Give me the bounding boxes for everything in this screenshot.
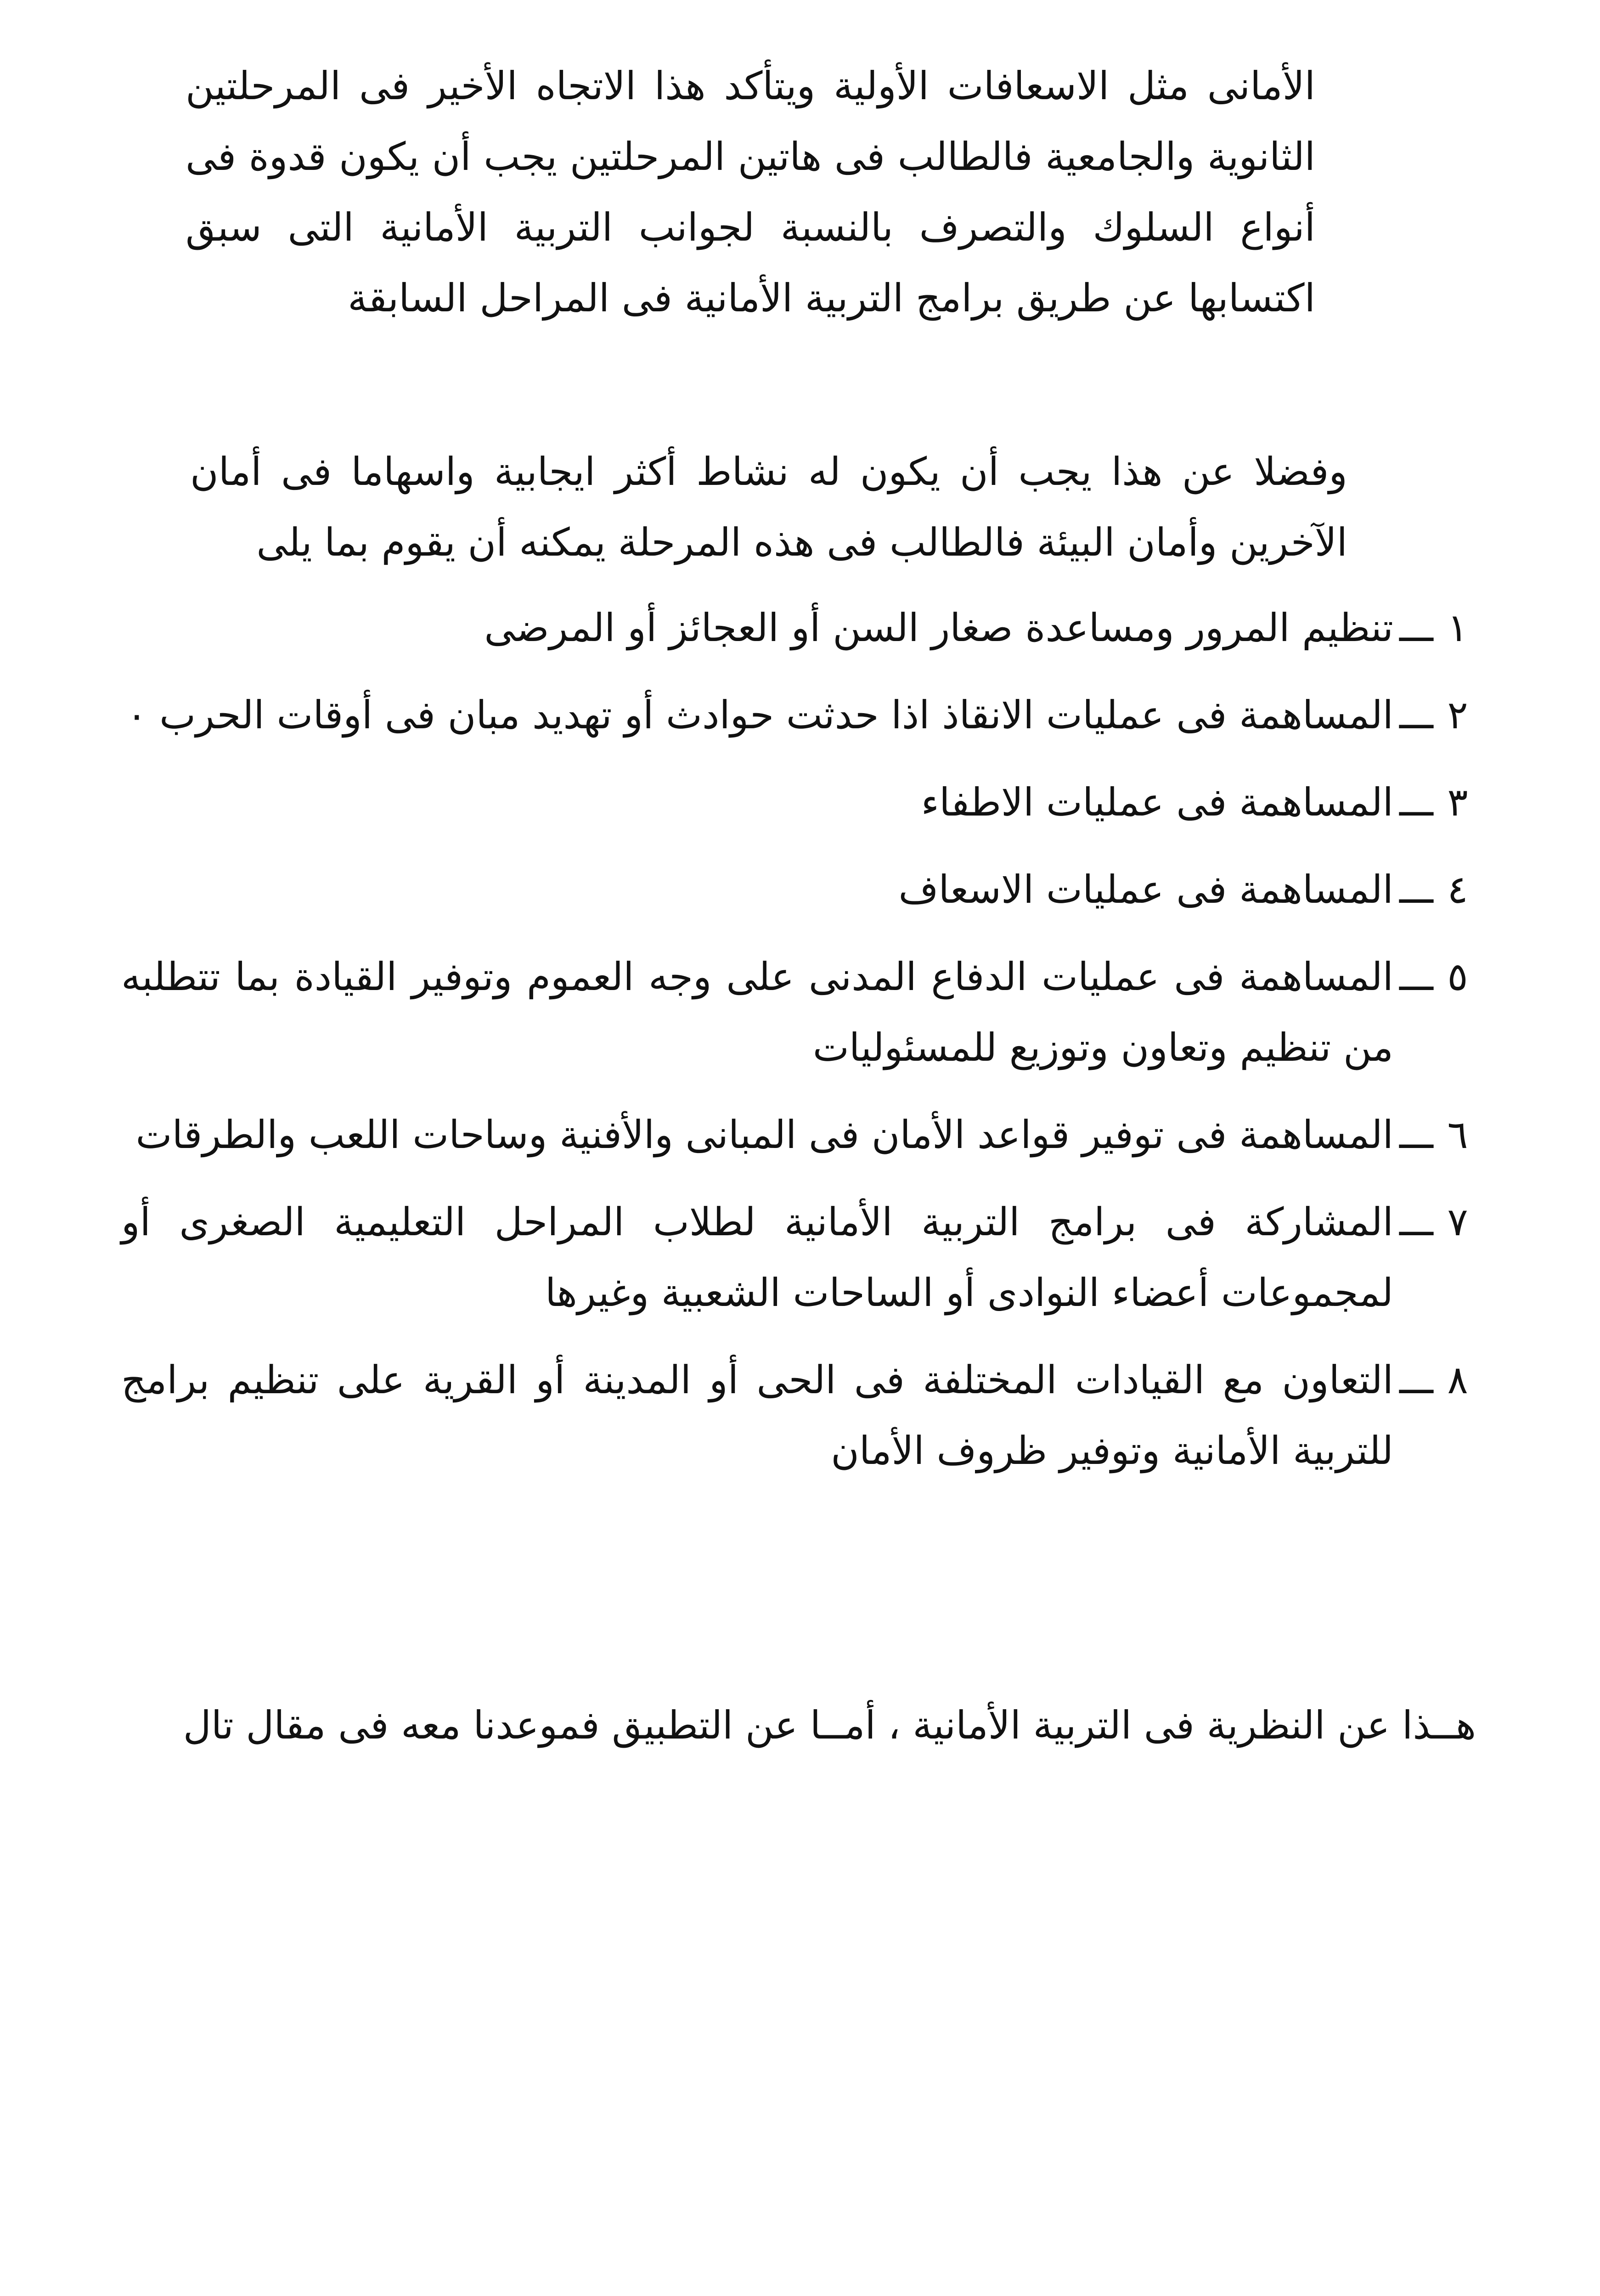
closing-paragraph [121, 1690, 1476, 1761]
list-item-dash: ـــ [1399, 954, 1433, 999]
list-item-number: ٥ [1447, 954, 1468, 999]
list-item-number: ٤ [1447, 867, 1468, 912]
intro-paragraph-text: الأمانى مثل الاسعافات الأولية ويتأكد هذا الاتجاه الأخير فى المرحلتين الثانوية والجامعية فالطالب فى هاتين المرحلتين يجب أن يكون قدوة فى أنواع السلوك والتصرف بالنسبة لجوانب التربية الأمانية التى سبق اكتسابها عن طريق برامج التربية الأمانية فى المراحل السابقة [186, 63, 1315, 321]
list-item-dash: ـــ [1399, 605, 1433, 650]
list-item [121, 854, 1476, 925]
list-item-text: تنظيم المرور ومساعدة صغار السن أو العجائز أو المرضى [484, 605, 1393, 650]
list-item-dash: ـــ [1399, 1357, 1433, 1402]
list-item-text: المساهمة فى عمليات الدفاع المدنى على وجه العموم وتوفير القيادة بما تتطلبه من تنظيم وتعاون وتوزيع للمسئوليات [121, 954, 1393, 1070]
list-item [121, 1345, 1476, 1486]
list-item-dash: ـــ [1399, 867, 1433, 912]
list-item-text: المشاركة فى برامج التربية الأمانية لطلاب المراحل التعليمية الصغرى أو لمجموعات أعضاء النوادى أو الساحات الشعبية وغيرها [121, 1199, 1393, 1315]
list-item [121, 1099, 1476, 1170]
list-item-text: المساهمة فى عمليات الاسعاف [898, 867, 1393, 912]
second-paragraph [190, 436, 1347, 578]
list-item-text: التعاون مع القيادات المختلفة فى الحى أو المدينة أو القرية على تنظيم برامج للتربية الأمانية وتوفير ظروف الأمان [121, 1357, 1393, 1473]
list-item-number: ٦ [1447, 1112, 1468, 1157]
list-item-number: ٣ [1447, 780, 1468, 825]
list-item-number: ٧ [1447, 1199, 1468, 1244]
second-paragraph-text: وفضلا عن هذا يجب أن يكون له نشاط أكثر ايجابية واسهاما فى أمان الآخرين وأمان البيئة فالطالب فى هذه المرحلة يمكنه أن يقوم بما يلى [190, 449, 1347, 565]
list-item-text: المساهمة فى عمليات الانقاذ اذا حدثت حوادث أو تهديد مبان فى أوقات الحرب ٠ [126, 692, 1393, 737]
intro-paragraph [186, 51, 1315, 333]
list-item [121, 680, 1476, 750]
list-item [121, 1187, 1476, 1328]
tasks-list [121, 592, 1476, 1503]
list-item-dash: ـــ [1399, 1199, 1433, 1244]
list-item [121, 941, 1476, 1083]
closing-paragraph-text: هــذا عن النظرية فى التربية الأمانية ، أمــا عن التطبيق فموعدنا معه فى مقال تال [183, 1703, 1476, 1748]
list-item-dash: ـــ [1399, 1112, 1433, 1157]
list-item-dash: ـــ [1399, 692, 1433, 737]
list-item [121, 767, 1476, 838]
list-item-dash: ـــ [1399, 780, 1433, 825]
list-item-number: ٢ [1447, 692, 1468, 737]
list-item-text: المساهمة فى عمليات الاطفاء [921, 780, 1393, 825]
list-item-text: المساهمة فى توفير قواعد الأمان فى المبانى والأفنية وساحات اللعب والطرقات [135, 1112, 1393, 1157]
list-item-number: ٨ [1447, 1357, 1468, 1402]
list-item [121, 592, 1476, 663]
list-item-number: ١ [1447, 605, 1468, 650]
